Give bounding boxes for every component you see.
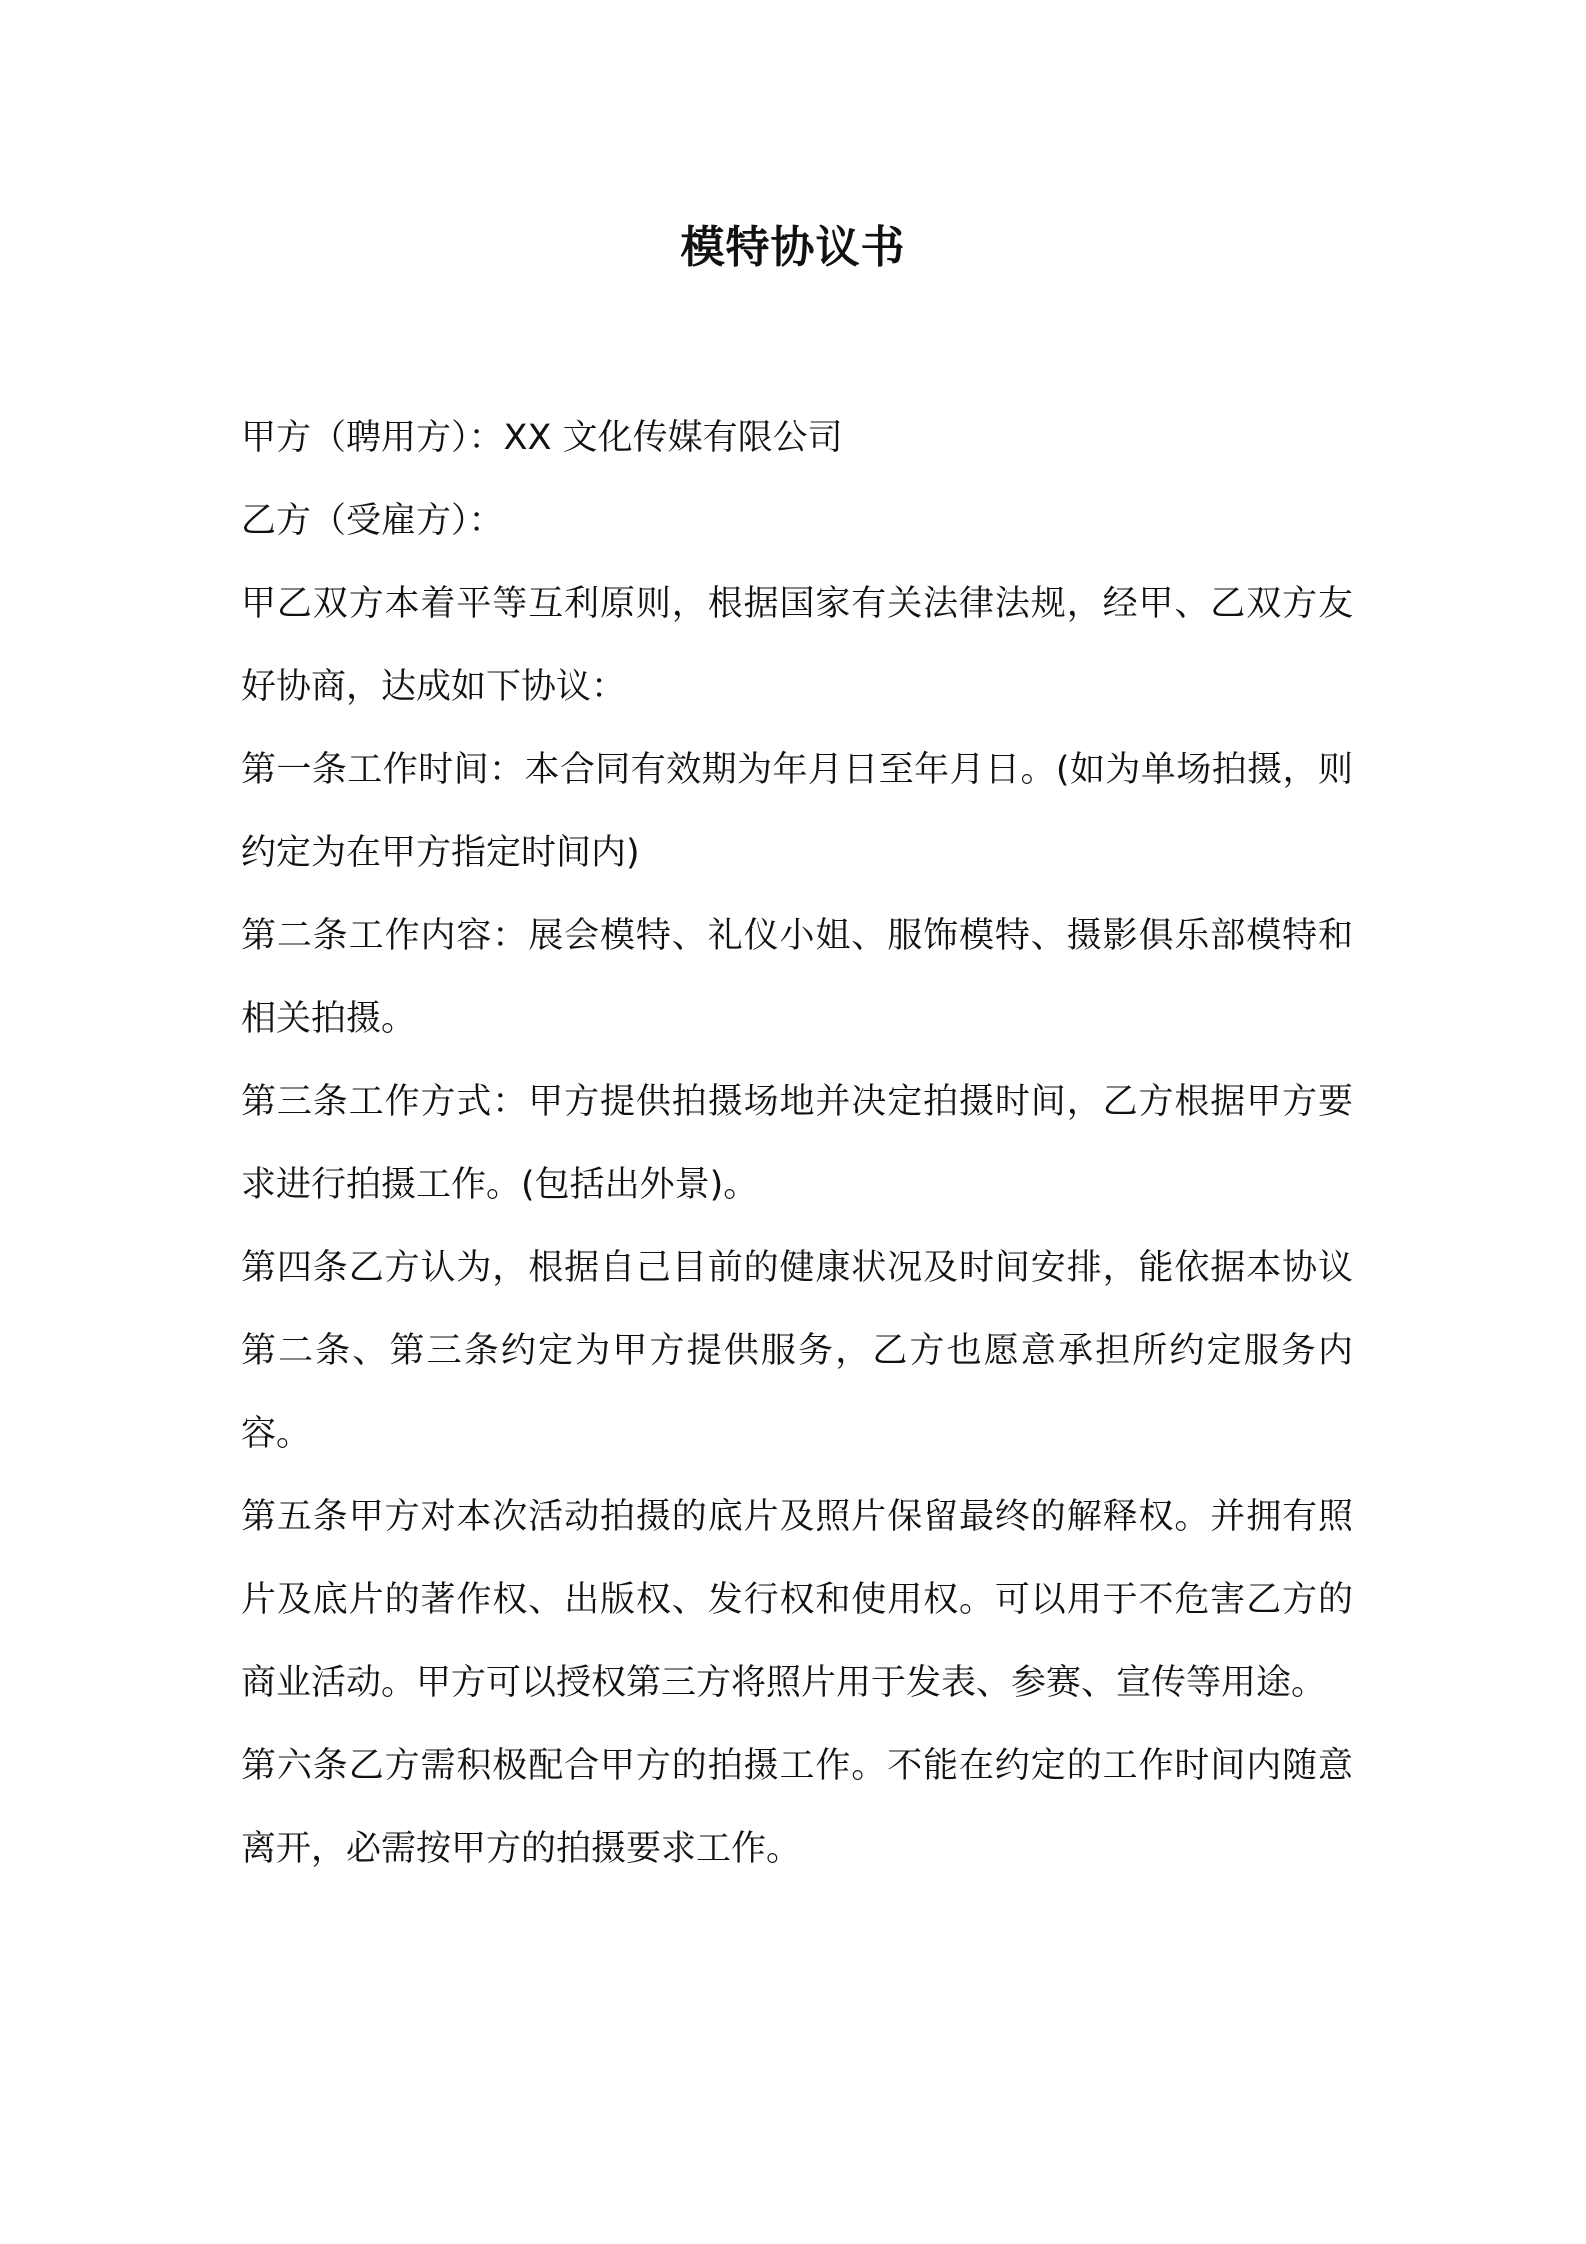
preamble-paragraph: 甲乙双方本着平等互利原则，根据国家有关法律法规，经甲、乙双方友好协商，达成如下协议： <box>241 584 1353 707</box>
document-body <box>241 397 1353 1891</box>
document-title: 模特协议书 <box>680 222 906 273</box>
article-3: 第三条工作方式：甲方提供拍摄场地并决定拍摄时间，乙方根据甲方要求进行拍摄工作。(包括出外景)。 <box>241 1082 1353 1205</box>
party-a-line: 甲方（聘用方）：XX 文化传媒有限公司 <box>241 418 843 458</box>
article-4: 第四条乙方认为，根据自己目前的健康状况及时间安排，能依据本协议第二条、第三条约定为甲方提供服务，乙方也愿意承担所约定服务内容。 <box>241 1248 1353 1454</box>
article-2: 第二条工作内容：展会模特、礼仪小姐、服饰模特、摄影俱乐部模特和相关拍摄。 <box>241 916 1353 1039</box>
party-b-line: 乙方（受雇方）： <box>241 501 504 541</box>
article-1: 第一条工作时间：本合同有效期为年月日至年月日。(如为单场拍摄，则约定为在甲方指定时间内) <box>241 750 1353 873</box>
article-5: 第五条甲方对本次活动拍摄的底片及照片保留最终的解释权。并拥有照片及底片的著作权、出版权、发行权和使用权。可以用于不危害乙方的商业活动。甲方可以授权第三方将照片用于发表、参赛、宣传等用途。 <box>241 1497 1353 1703</box>
article-6: 第六条乙方需积极配合甲方的拍摄工作。不能在约定的工作时间内随意离开，必需按甲方的拍摄要求工作。 <box>241 1746 1353 1869</box>
